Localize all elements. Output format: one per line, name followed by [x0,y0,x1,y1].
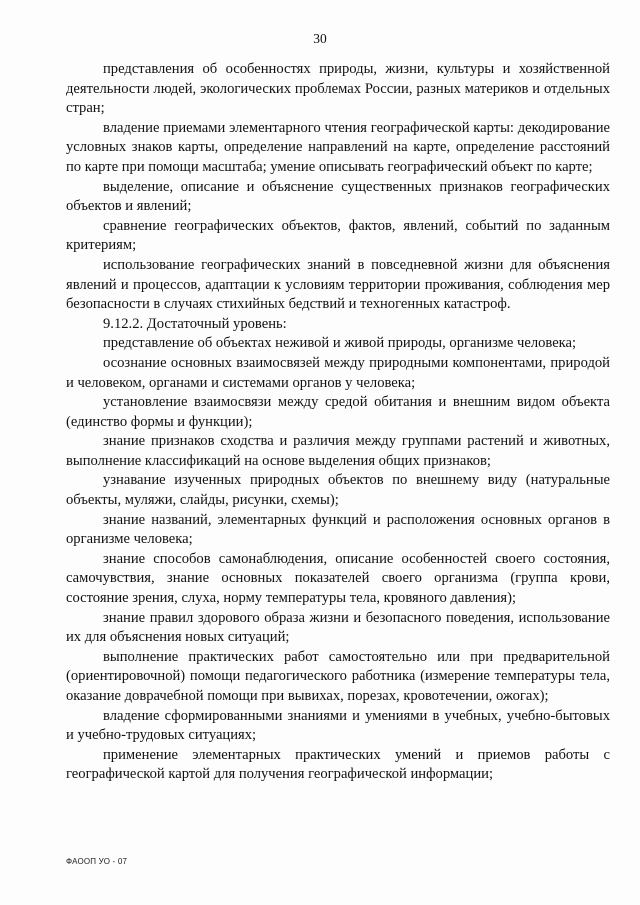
page-number: 30 [313,31,327,46]
paragraph: знание названий, элементарных функций и расположения основных органов в организме человека; [66,511,610,548]
paragraph: использование географических знаний в повседневной жизни для объяснения явлений и процессов, адаптации к условиям территории проживания, соблюдения мер безопасности в случаях стихийных бедствий и техногенных катастроф. [66,256,610,313]
paragraph: выполнение практических работ самостоятельно или при предварительной (ориентировочной) помощи педагогического работника (измерение температуры тела, оказание доврачебной помощи при вывихах, порезах, кровотечении, ожогах); [66,648,610,704]
paragraph: знание правил здорового образа жизни и безопасного поведения, использование их для объяснения новых ситуаций; [66,609,610,646]
paragraph: сравнение географических объектов, фактов, явлений, событий по заданным критериям; [66,217,610,254]
paragraph: выделение, описание и объяснение существенных признаков географических объектов и явлений; [66,178,610,215]
paragraph: представление об объектах неживой и живой природы, организме человека; [103,335,577,352]
page-body [66,60,610,785]
footer-document-code: ФАООП УО - 07 [66,857,128,866]
paragraph: знание способов самонаблюдения, описание особенностей своего состояния, самочувствия, знание основных показателей своего организма (группа крови, состояние зрения, слуха, норму температуры тела, кровяного давления); [66,550,610,607]
paragraph: применение элементарных практических умений и приемов работы с географической картой для получения географической информации; [66,746,610,783]
section-heading: 9.12.2. Достаточный уровень: [103,315,287,332]
paragraph: осознание основных взаимосвязей между природными компонентами, природой и человеком, органами и системами органов у человека; [66,354,610,391]
paragraph: узнавание изученных природных объектов по внешнему виду (натуральные объекты, муляжи, слайды, рисунки, схемы); [66,472,610,509]
paragraph: владение сформированными знаниями и умениями в учебных, учебно-бытовых и учебно-трудовых ситуациях; [66,707,610,744]
paragraph: знание признаков сходства и различия между группами растений и животных, выполнение классификаций на основе выделения общих признаков; [66,433,610,469]
paragraph: представления об особенностях природы, жизни, культуры и хозяйственной деятельности людей, экологических проблемах России, разных материков и отдельных стран; [66,61,610,117]
paragraph: владение приемами элементарного чтения географической карты: декодирование условных знаков карты, определение направлений на карте, определение расстояний по карте при помощи масштаба; умение описывать географический объект по карте; [66,119,610,175]
paragraph: установление взаимосвязи между средой обитания и внешним видом объекта (единство формы и функции); [66,394,610,430]
